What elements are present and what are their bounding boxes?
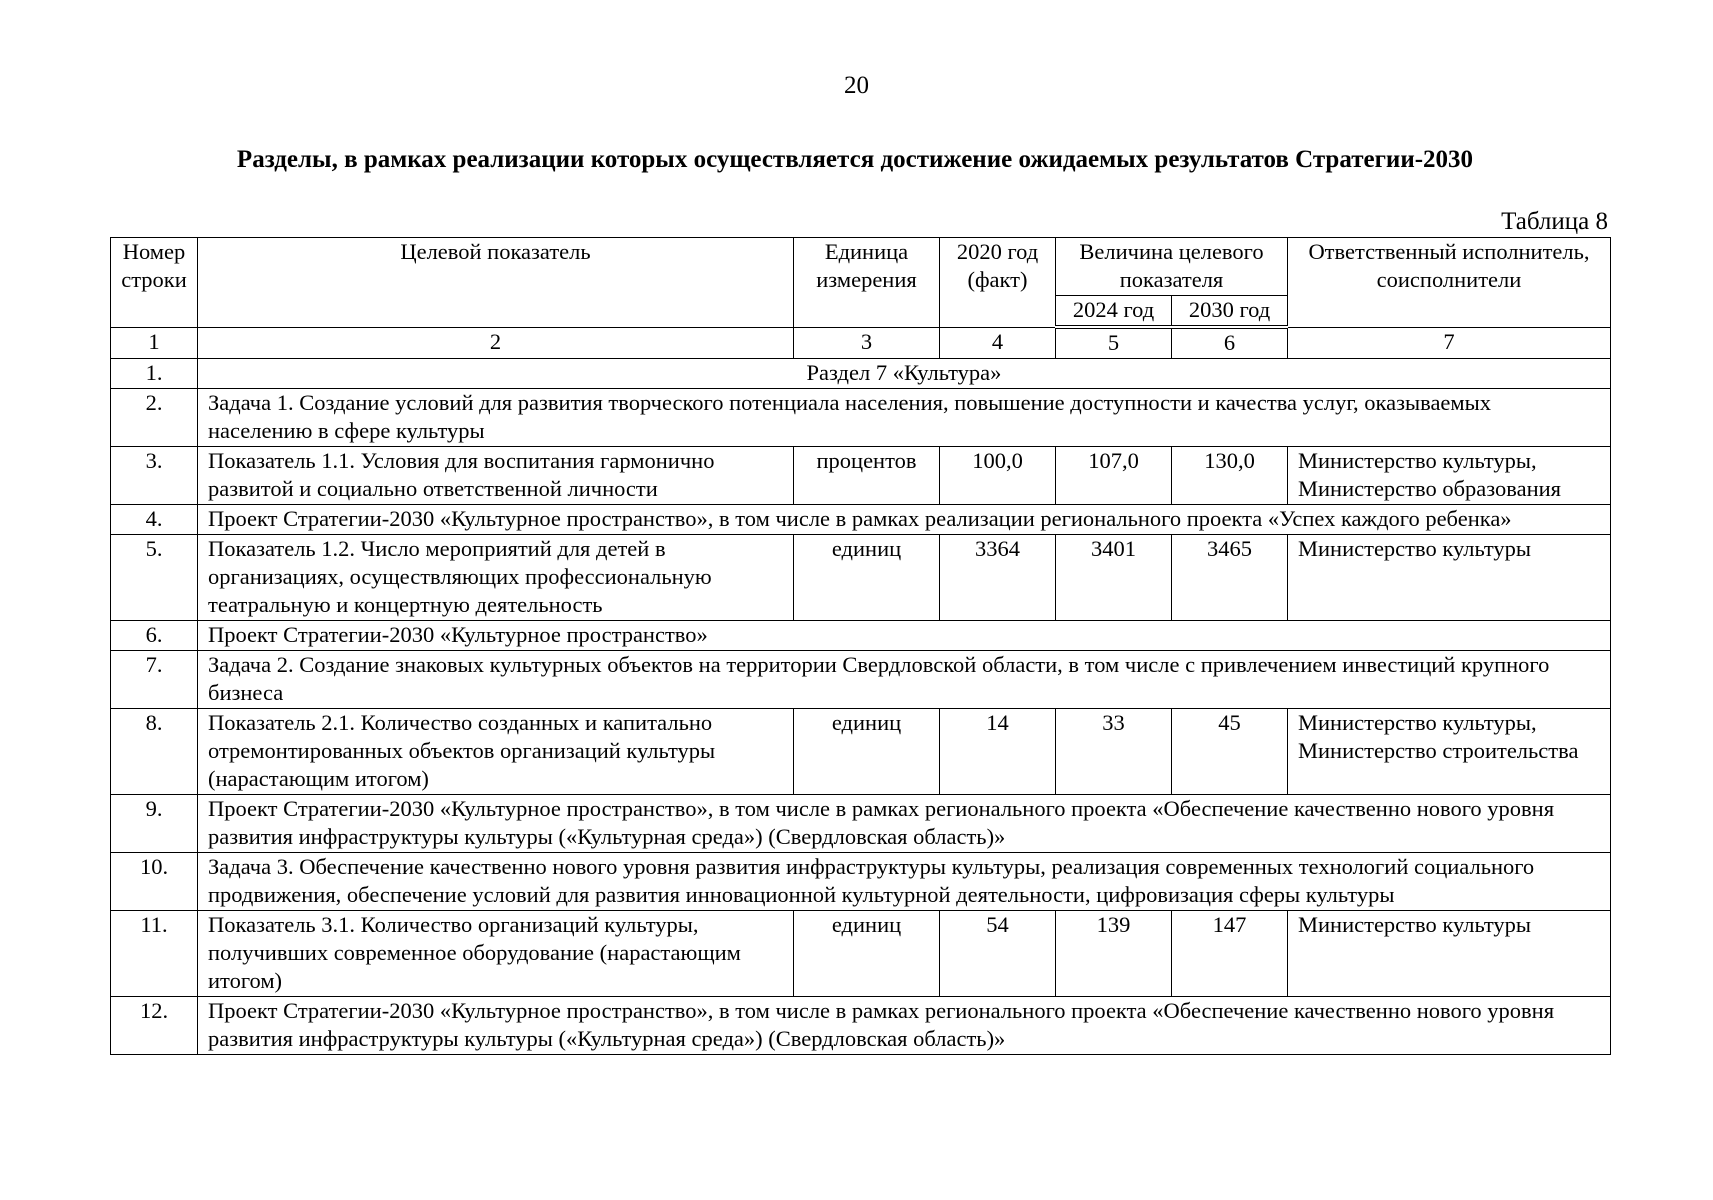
value-2024: 107,0 xyxy=(1056,447,1172,505)
row-number: 6. xyxy=(111,621,198,651)
row-number: 3. xyxy=(111,447,198,505)
value-2030: 130,0 xyxy=(1172,447,1288,505)
project-text: Проект Стратегии-2030 «Культурное пространство», в том числе в рамках регионального проекта «Обеспечение качественно нового уровня развития инфраструктуры культуры («Культурная среда») (Свердловская область)» xyxy=(198,795,1611,853)
responsible-cell: Министерство культуры xyxy=(1288,911,1611,997)
header-fact-2020: 2020 год (факт) xyxy=(940,238,1056,328)
header-indicator: Целевой показатель xyxy=(198,238,794,328)
column-number: 3 xyxy=(794,327,940,359)
responsible-cell: Министерство культуры, Министерство образования xyxy=(1288,447,1611,505)
row-number: 4. xyxy=(111,505,198,535)
column-number: 1 xyxy=(111,327,198,359)
table-row xyxy=(111,505,1611,535)
table-row xyxy=(111,621,1611,651)
table-row xyxy=(111,389,1611,447)
task-text: Задача 3. Обеспечение качественно нового уровня развития инфраструктуры культуры, реализация современных технологий социального продвижения, обеспечение условий для развития инновационной культурной деятельности, цифровизация сферы культуры xyxy=(198,853,1611,911)
responsible-cell: Министерство культуры xyxy=(1288,535,1611,621)
table-row xyxy=(111,359,1611,389)
value-2030: 45 xyxy=(1172,709,1288,795)
document-title: Разделы, в рамках реализации которых осуществляется достижение ожидаемых результатов Стратегии-2030 xyxy=(236,146,1474,173)
row-number: 7. xyxy=(111,651,198,709)
row-number: 12. xyxy=(111,997,198,1055)
value-2020: 14 xyxy=(940,709,1056,795)
table-body xyxy=(111,359,1611,1055)
project-text: Проект Стратегии-2030 «Культурное пространство» xyxy=(198,621,1611,651)
table-row xyxy=(111,651,1611,709)
row-number: 2. xyxy=(111,389,198,447)
header-target-value: Величина целевого показателя xyxy=(1056,238,1288,296)
column-number-row xyxy=(111,327,1611,359)
table-row xyxy=(111,795,1611,853)
project-text: Проект Стратегии-2030 «Культурное пространство», в том числе в рамках реализации регионального проекта «Успех каждого ребенка» xyxy=(198,505,1611,535)
column-number: 6 xyxy=(1172,327,1288,359)
column-number: 7 xyxy=(1288,327,1611,359)
value-2024: 33 xyxy=(1056,709,1172,795)
column-number: 4 xyxy=(940,327,1056,359)
table-row xyxy=(111,997,1611,1055)
responsible-cell: Министерство культуры, Министерство строительства xyxy=(1288,709,1611,795)
row-number: 10. xyxy=(111,853,198,911)
page-number: 20 xyxy=(844,72,869,99)
task-text: Задача 1. Создание условий для развития творческого потенциала населения, повышение доступности и качества услуг, оказываемых населению в сфере культуры xyxy=(198,389,1611,447)
header-2024: 2024 год xyxy=(1056,296,1172,328)
row-number: 8. xyxy=(111,709,198,795)
indicator-name: Показатель 1.2. Число мероприятий для детей в организациях, осуществляющих профессиональную театральную и концертную деятельность xyxy=(198,535,794,621)
table-row xyxy=(111,709,1611,795)
unit-cell: процентов xyxy=(794,447,940,505)
value-2030: 147 xyxy=(1172,911,1288,997)
header-2030: 2030 год xyxy=(1172,296,1288,328)
project-text: Проект Стратегии-2030 «Культурное пространство», в том числе в рамках регионального проекта «Обеспечение качественно нового уровня развития инфраструктуры культуры («Культурная среда») (Свердловская область)» xyxy=(198,997,1611,1055)
header-row-number: Номер строки xyxy=(111,238,198,328)
indicator-name: Показатель 3.1. Количество организаций культуры, получивших современное оборудование (нарастающим итогом) xyxy=(198,911,794,997)
column-number: 5 xyxy=(1056,327,1172,359)
table-header xyxy=(111,238,1611,359)
section-title: Раздел 7 «Культура» xyxy=(198,359,1611,389)
value-2020: 3364 xyxy=(940,535,1056,621)
row-number: 1. xyxy=(111,359,198,389)
value-2020: 100,0 xyxy=(940,447,1056,505)
value-2024: 139 xyxy=(1056,911,1172,997)
header-unit: Единица измерения xyxy=(794,238,940,328)
unit-cell: единиц xyxy=(794,535,940,621)
header-responsible: Ответственный исполнитель, соисполнители xyxy=(1288,238,1611,328)
table-label: Таблица 8 xyxy=(1501,208,1608,235)
indicator-name: Показатель 2.1. Количество созданных и капитально отремонтированных объектов организаций культуры (нарастающим итогом) xyxy=(198,709,794,795)
table-row xyxy=(111,853,1611,911)
indicators-table xyxy=(110,237,1611,1055)
value-2024: 3401 xyxy=(1056,535,1172,621)
table-row xyxy=(111,447,1611,505)
column-number: 2 xyxy=(198,327,794,359)
row-number: 9. xyxy=(111,795,198,853)
table-row xyxy=(111,535,1611,621)
unit-cell: единиц xyxy=(794,709,940,795)
unit-cell: единиц xyxy=(794,911,940,997)
indicator-name: Показатель 1.1. Условия для воспитания гармонично развитой и социально ответственной личности xyxy=(198,447,794,505)
value-2030: 3465 xyxy=(1172,535,1288,621)
table-row xyxy=(111,911,1611,997)
row-number: 5. xyxy=(111,535,198,621)
task-text: Задача 2. Создание знаковых культурных объектов на территории Свердловской области, в том числе с привлечением инвестиций крупного бизнеса xyxy=(198,651,1611,709)
value-2020: 54 xyxy=(940,911,1056,997)
row-number: 11. xyxy=(111,911,198,997)
